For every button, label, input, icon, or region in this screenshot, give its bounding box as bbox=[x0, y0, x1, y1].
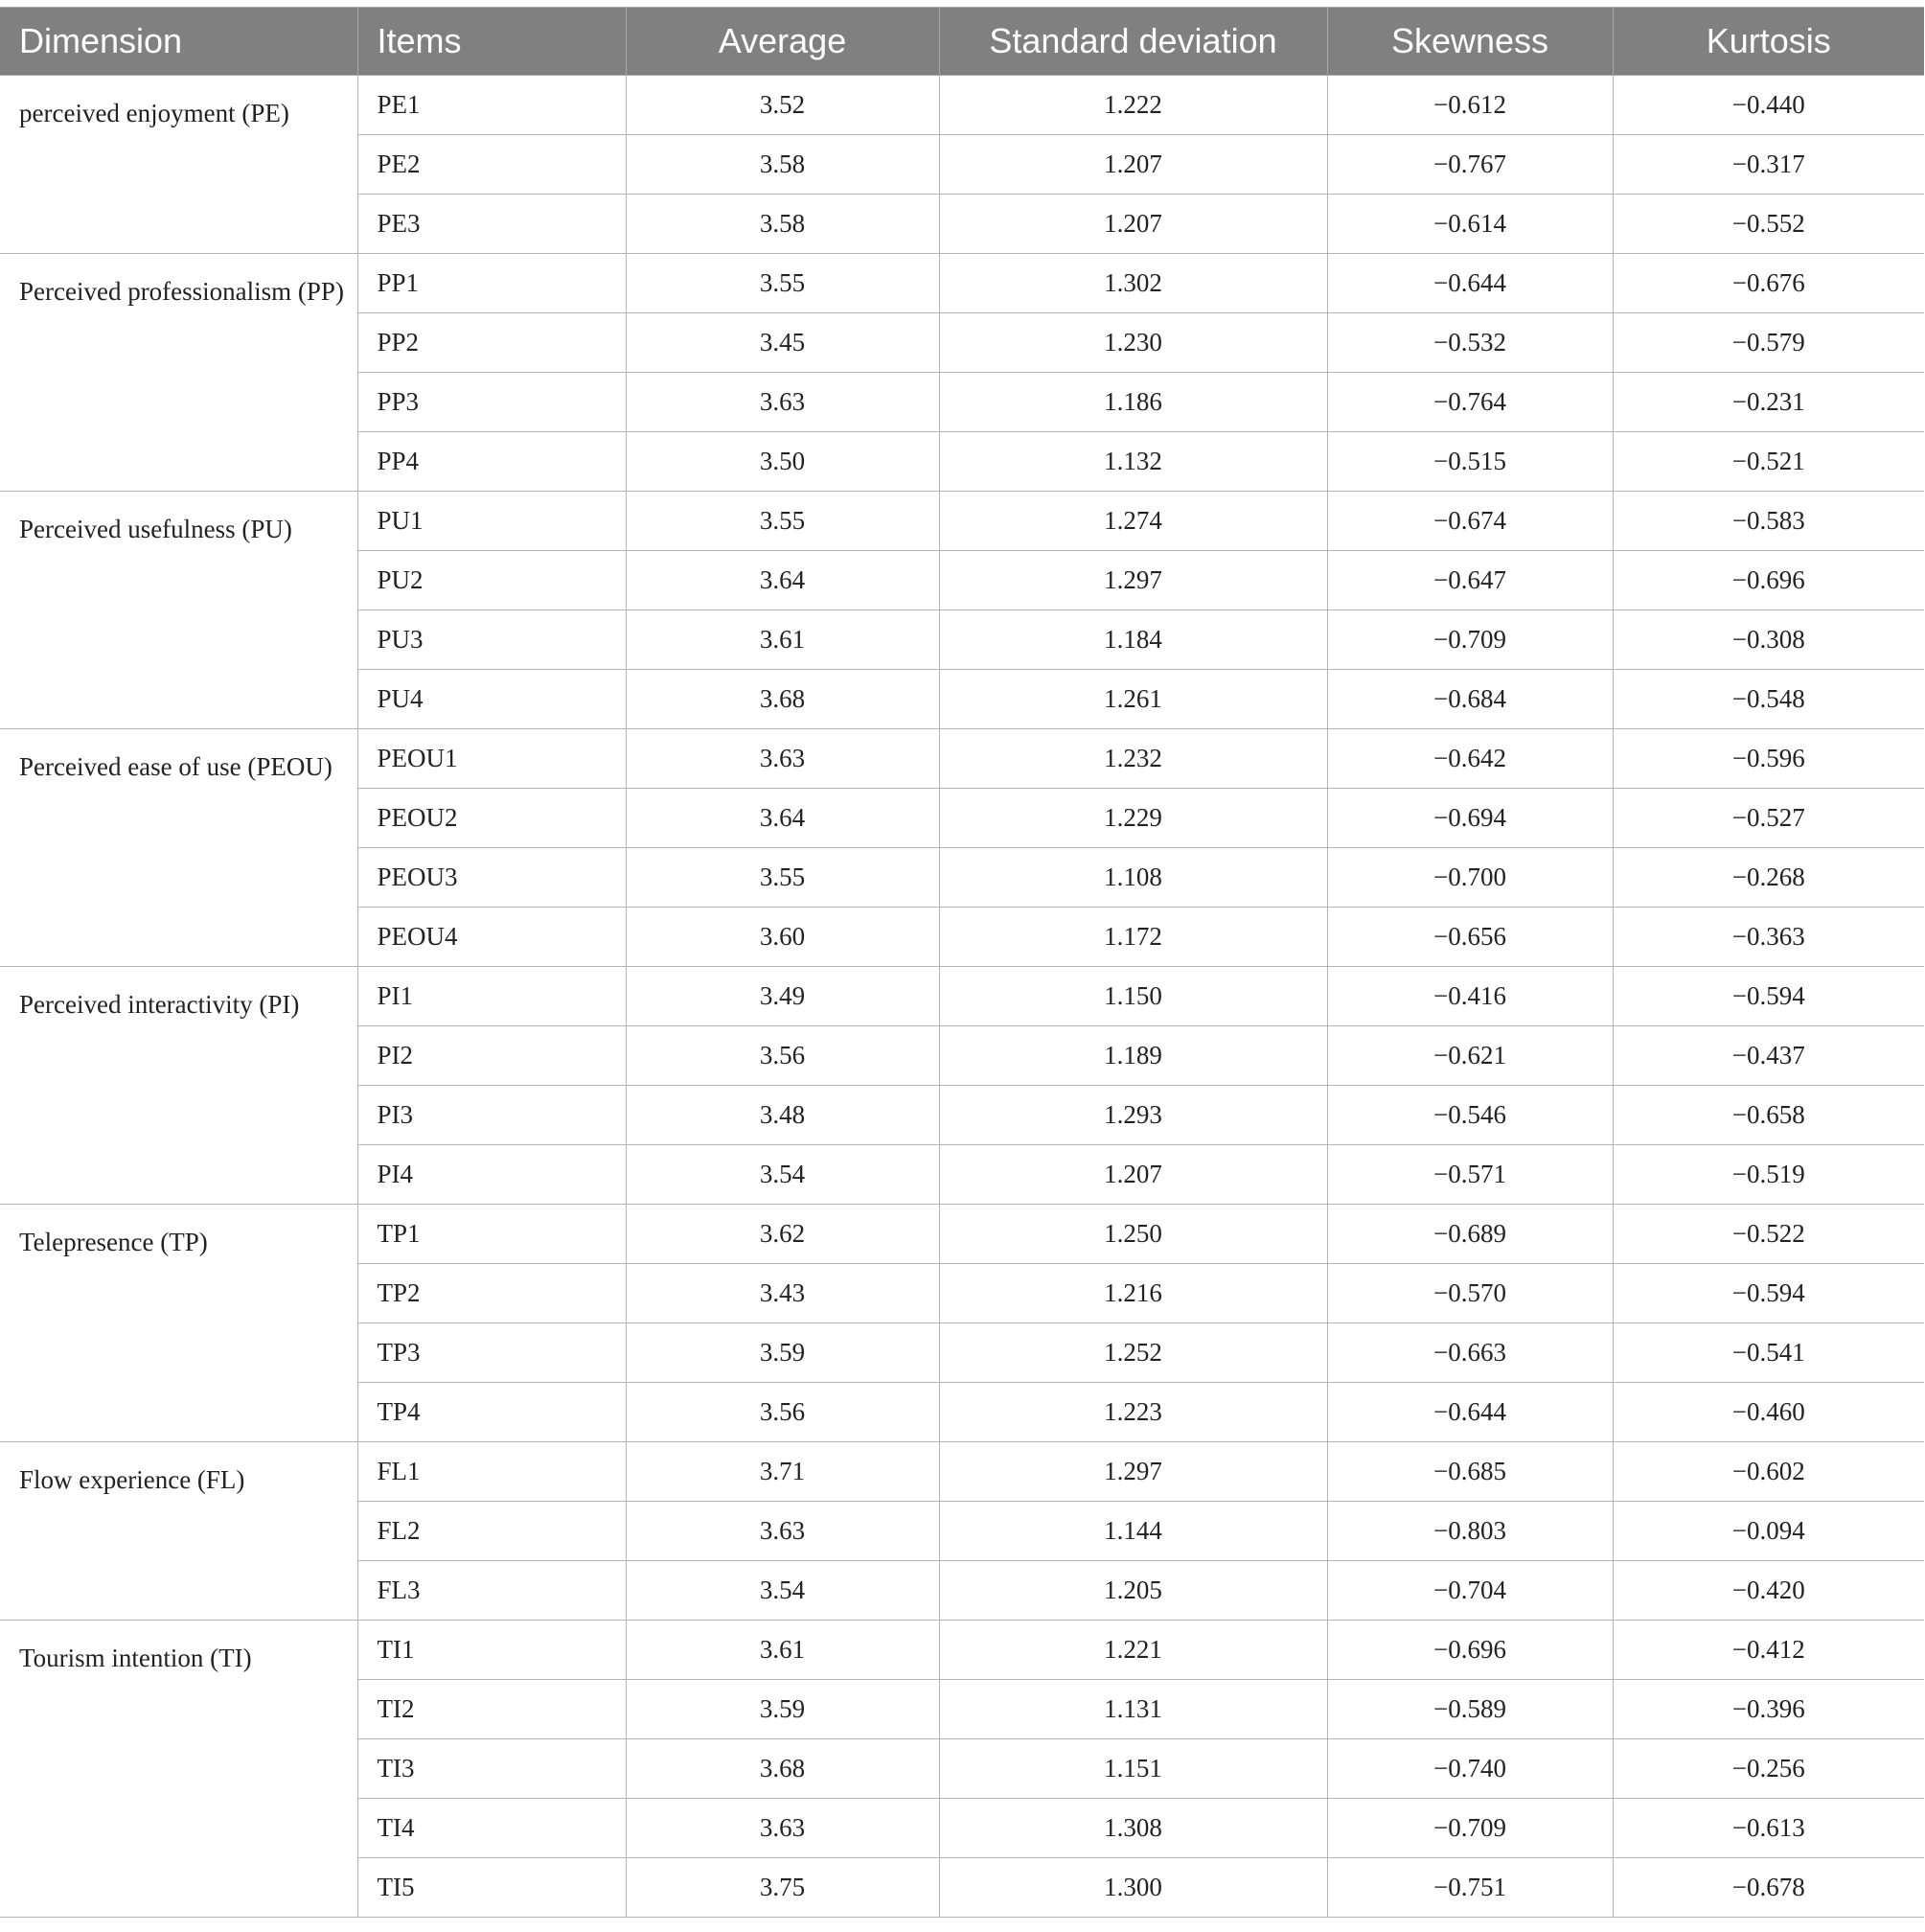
skewness-cell: −0.546 bbox=[1327, 1086, 1613, 1145]
descriptive-statistics-table-container bbox=[0, 7, 1924, 1918]
item-cell: PI4 bbox=[357, 1145, 626, 1205]
average-cell: 3.75 bbox=[626, 1858, 939, 1918]
standard-deviation-cell: 1.205 bbox=[939, 1561, 1327, 1621]
table-row bbox=[0, 729, 1924, 789]
average-cell: 3.71 bbox=[626, 1442, 939, 1502]
kurtosis-cell: −0.527 bbox=[1613, 789, 1924, 848]
average-cell: 3.49 bbox=[626, 967, 939, 1026]
kurtosis-cell: −0.268 bbox=[1613, 848, 1924, 908]
kurtosis-cell: −0.396 bbox=[1613, 1680, 1924, 1739]
average-cell: 3.43 bbox=[626, 1264, 939, 1323]
table-row bbox=[0, 1442, 1924, 1502]
item-cell: PEOU2 bbox=[357, 789, 626, 848]
skewness-cell: −0.694 bbox=[1327, 789, 1613, 848]
skewness-cell: −0.614 bbox=[1327, 195, 1613, 254]
item-cell: PI3 bbox=[357, 1086, 626, 1145]
skewness-cell: −0.644 bbox=[1327, 1383, 1613, 1442]
header-standard-deviation: Standard deviation bbox=[939, 8, 1327, 76]
average-cell: 3.56 bbox=[626, 1026, 939, 1086]
standard-deviation-cell: 1.250 bbox=[939, 1205, 1327, 1264]
dimension-cell: Telepresence (TP) bbox=[0, 1205, 357, 1442]
table-header bbox=[0, 8, 1924, 76]
kurtosis-cell: −0.519 bbox=[1613, 1145, 1924, 1205]
kurtosis-cell: −0.412 bbox=[1613, 1621, 1924, 1680]
header-dimension: Dimension bbox=[0, 8, 357, 76]
standard-deviation-cell: 1.144 bbox=[939, 1502, 1327, 1561]
skewness-cell: −0.709 bbox=[1327, 1799, 1613, 1858]
skewness-cell: −0.515 bbox=[1327, 432, 1613, 492]
item-cell: FL3 bbox=[357, 1561, 626, 1621]
kurtosis-cell: −0.460 bbox=[1613, 1383, 1924, 1442]
table-row bbox=[0, 967, 1924, 1026]
average-cell: 3.61 bbox=[626, 610, 939, 670]
dimension-cell: perceived enjoyment (PE) bbox=[0, 76, 357, 254]
skewness-cell: −0.416 bbox=[1327, 967, 1613, 1026]
skewness-cell: −0.663 bbox=[1327, 1323, 1613, 1383]
item-cell: TI1 bbox=[357, 1621, 626, 1680]
kurtosis-cell: −0.256 bbox=[1613, 1739, 1924, 1799]
item-cell: PE1 bbox=[357, 76, 626, 135]
skewness-cell: −0.621 bbox=[1327, 1026, 1613, 1086]
average-cell: 3.55 bbox=[626, 848, 939, 908]
average-cell: 3.55 bbox=[626, 492, 939, 551]
standard-deviation-cell: 1.300 bbox=[939, 1858, 1327, 1918]
kurtosis-cell: −0.308 bbox=[1613, 610, 1924, 670]
skewness-cell: −0.685 bbox=[1327, 1442, 1613, 1502]
item-cell: PP2 bbox=[357, 313, 626, 373]
standard-deviation-cell: 1.261 bbox=[939, 670, 1327, 729]
skewness-cell: −0.644 bbox=[1327, 254, 1613, 313]
skewness-cell: −0.684 bbox=[1327, 670, 1613, 729]
skewness-cell: −0.589 bbox=[1327, 1680, 1613, 1739]
kurtosis-cell: −0.696 bbox=[1613, 551, 1924, 610]
kurtosis-cell: −0.094 bbox=[1613, 1502, 1924, 1561]
kurtosis-cell: −0.541 bbox=[1613, 1323, 1924, 1383]
table-row bbox=[0, 1621, 1924, 1680]
item-cell: TP2 bbox=[357, 1264, 626, 1323]
kurtosis-cell: −0.437 bbox=[1613, 1026, 1924, 1086]
skewness-cell: −0.700 bbox=[1327, 848, 1613, 908]
item-cell: TP3 bbox=[357, 1323, 626, 1383]
kurtosis-cell: −0.596 bbox=[1613, 729, 1924, 789]
skewness-cell: −0.642 bbox=[1327, 729, 1613, 789]
dimension-cell: Perceived ease of use (PEOU) bbox=[0, 729, 357, 967]
average-cell: 3.45 bbox=[626, 313, 939, 373]
standard-deviation-cell: 1.302 bbox=[939, 254, 1327, 313]
average-cell: 3.63 bbox=[626, 1799, 939, 1858]
standard-deviation-cell: 1.232 bbox=[939, 729, 1327, 789]
standard-deviation-cell: 1.274 bbox=[939, 492, 1327, 551]
kurtosis-cell: −0.676 bbox=[1613, 254, 1924, 313]
skewness-cell: −0.704 bbox=[1327, 1561, 1613, 1621]
standard-deviation-cell: 1.207 bbox=[939, 135, 1327, 195]
average-cell: 3.61 bbox=[626, 1621, 939, 1680]
kurtosis-cell: −0.579 bbox=[1613, 313, 1924, 373]
standard-deviation-cell: 1.223 bbox=[939, 1383, 1327, 1442]
table-row bbox=[0, 76, 1924, 135]
kurtosis-cell: −0.552 bbox=[1613, 195, 1924, 254]
skewness-cell: −0.764 bbox=[1327, 373, 1613, 432]
item-cell: PP4 bbox=[357, 432, 626, 492]
standard-deviation-cell: 1.132 bbox=[939, 432, 1327, 492]
standard-deviation-cell: 1.230 bbox=[939, 313, 1327, 373]
item-cell: PU2 bbox=[357, 551, 626, 610]
standard-deviation-cell: 1.207 bbox=[939, 1145, 1327, 1205]
item-cell: PEOU4 bbox=[357, 908, 626, 967]
average-cell: 3.63 bbox=[626, 1502, 939, 1561]
skewness-cell: −0.709 bbox=[1327, 610, 1613, 670]
average-cell: 3.56 bbox=[626, 1383, 939, 1442]
kurtosis-cell: −0.594 bbox=[1613, 1264, 1924, 1323]
item-cell: TI2 bbox=[357, 1680, 626, 1739]
skewness-cell: −0.751 bbox=[1327, 1858, 1613, 1918]
kurtosis-cell: −0.583 bbox=[1613, 492, 1924, 551]
header-kurtosis: Kurtosis bbox=[1613, 8, 1924, 76]
skewness-cell: −0.674 bbox=[1327, 492, 1613, 551]
standard-deviation-cell: 1.221 bbox=[939, 1621, 1327, 1680]
kurtosis-cell: −0.522 bbox=[1613, 1205, 1924, 1264]
average-cell: 3.48 bbox=[626, 1086, 939, 1145]
average-cell: 3.59 bbox=[626, 1680, 939, 1739]
kurtosis-cell: −0.440 bbox=[1613, 76, 1924, 135]
item-cell: TI4 bbox=[357, 1799, 626, 1858]
kurtosis-cell: −0.548 bbox=[1613, 670, 1924, 729]
average-cell: 3.55 bbox=[626, 254, 939, 313]
skewness-cell: −0.571 bbox=[1327, 1145, 1613, 1205]
skewness-cell: −0.647 bbox=[1327, 551, 1613, 610]
average-cell: 3.54 bbox=[626, 1145, 939, 1205]
skewness-cell: −0.803 bbox=[1327, 1502, 1613, 1561]
item-cell: PEOU3 bbox=[357, 848, 626, 908]
item-cell: TI3 bbox=[357, 1739, 626, 1799]
table-row bbox=[0, 1205, 1924, 1264]
standard-deviation-cell: 1.216 bbox=[939, 1264, 1327, 1323]
kurtosis-cell: −0.613 bbox=[1613, 1799, 1924, 1858]
dimension-cell: Perceived usefulness (PU) bbox=[0, 492, 357, 729]
average-cell: 3.68 bbox=[626, 1739, 939, 1799]
item-cell: TI5 bbox=[357, 1858, 626, 1918]
item-cell: PI1 bbox=[357, 967, 626, 1026]
kurtosis-cell: −0.420 bbox=[1613, 1561, 1924, 1621]
dimension-cell: Flow experience (FL) bbox=[0, 1442, 357, 1621]
item-cell: FL1 bbox=[357, 1442, 626, 1502]
kurtosis-cell: −0.317 bbox=[1613, 135, 1924, 195]
average-cell: 3.62 bbox=[626, 1205, 939, 1264]
standard-deviation-cell: 1.189 bbox=[939, 1026, 1327, 1086]
header-skewness: Skewness bbox=[1327, 8, 1613, 76]
standard-deviation-cell: 1.186 bbox=[939, 373, 1327, 432]
item-cell: PU3 bbox=[357, 610, 626, 670]
standard-deviation-cell: 1.308 bbox=[939, 1799, 1327, 1858]
item-cell: PU1 bbox=[357, 492, 626, 551]
standard-deviation-cell: 1.207 bbox=[939, 195, 1327, 254]
item-cell: TP1 bbox=[357, 1205, 626, 1264]
standard-deviation-cell: 1.297 bbox=[939, 1442, 1327, 1502]
kurtosis-cell: −0.658 bbox=[1613, 1086, 1924, 1145]
item-cell: PU4 bbox=[357, 670, 626, 729]
kurtosis-cell: −0.231 bbox=[1613, 373, 1924, 432]
skewness-cell: −0.696 bbox=[1327, 1621, 1613, 1680]
skewness-cell: −0.767 bbox=[1327, 135, 1613, 195]
kurtosis-cell: −0.363 bbox=[1613, 908, 1924, 967]
item-cell: PP3 bbox=[357, 373, 626, 432]
standard-deviation-cell: 1.252 bbox=[939, 1323, 1327, 1383]
item-cell: PP1 bbox=[357, 254, 626, 313]
skewness-cell: −0.689 bbox=[1327, 1205, 1613, 1264]
dimension-cell: Perceived professionalism (PP) bbox=[0, 254, 357, 492]
header-items: Items bbox=[357, 8, 626, 76]
average-cell: 3.58 bbox=[626, 195, 939, 254]
average-cell: 3.58 bbox=[626, 135, 939, 195]
standard-deviation-cell: 1.293 bbox=[939, 1086, 1327, 1145]
standard-deviation-cell: 1.297 bbox=[939, 551, 1327, 610]
standard-deviation-cell: 1.151 bbox=[939, 1739, 1327, 1799]
kurtosis-cell: −0.678 bbox=[1613, 1858, 1924, 1918]
average-cell: 3.64 bbox=[626, 551, 939, 610]
skewness-cell: −0.570 bbox=[1327, 1264, 1613, 1323]
table-body bbox=[0, 76, 1924, 1918]
standard-deviation-cell: 1.172 bbox=[939, 908, 1327, 967]
standard-deviation-cell: 1.150 bbox=[939, 967, 1327, 1026]
standard-deviation-cell: 1.108 bbox=[939, 848, 1327, 908]
kurtosis-cell: −0.521 bbox=[1613, 432, 1924, 492]
item-cell: PE2 bbox=[357, 135, 626, 195]
descriptive-statistics-table bbox=[0, 7, 1924, 1918]
dimension-cell: Perceived interactivity (PI) bbox=[0, 967, 357, 1205]
table-row bbox=[0, 492, 1924, 551]
standard-deviation-cell: 1.229 bbox=[939, 789, 1327, 848]
item-cell: PEOU1 bbox=[357, 729, 626, 789]
dimension-cell: Tourism intention (TI) bbox=[0, 1621, 357, 1918]
skewness-cell: −0.656 bbox=[1327, 908, 1613, 967]
skewness-cell: −0.740 bbox=[1327, 1739, 1613, 1799]
standard-deviation-cell: 1.222 bbox=[939, 76, 1327, 135]
table-row bbox=[0, 254, 1924, 313]
standard-deviation-cell: 1.131 bbox=[939, 1680, 1327, 1739]
average-cell: 3.63 bbox=[626, 373, 939, 432]
average-cell: 3.63 bbox=[626, 729, 939, 789]
item-cell: FL2 bbox=[357, 1502, 626, 1561]
skewness-cell: −0.532 bbox=[1327, 313, 1613, 373]
standard-deviation-cell: 1.184 bbox=[939, 610, 1327, 670]
average-cell: 3.68 bbox=[626, 670, 939, 729]
item-cell: PI2 bbox=[357, 1026, 626, 1086]
kurtosis-cell: −0.594 bbox=[1613, 967, 1924, 1026]
header-row bbox=[0, 8, 1924, 76]
average-cell: 3.59 bbox=[626, 1323, 939, 1383]
average-cell: 3.50 bbox=[626, 432, 939, 492]
item-cell: TP4 bbox=[357, 1383, 626, 1442]
average-cell: 3.52 bbox=[626, 76, 939, 135]
kurtosis-cell: −0.602 bbox=[1613, 1442, 1924, 1502]
average-cell: 3.54 bbox=[626, 1561, 939, 1621]
item-cell: PE3 bbox=[357, 195, 626, 254]
skewness-cell: −0.612 bbox=[1327, 76, 1613, 135]
average-cell: 3.60 bbox=[626, 908, 939, 967]
header-average: Average bbox=[626, 8, 939, 76]
average-cell: 3.64 bbox=[626, 789, 939, 848]
